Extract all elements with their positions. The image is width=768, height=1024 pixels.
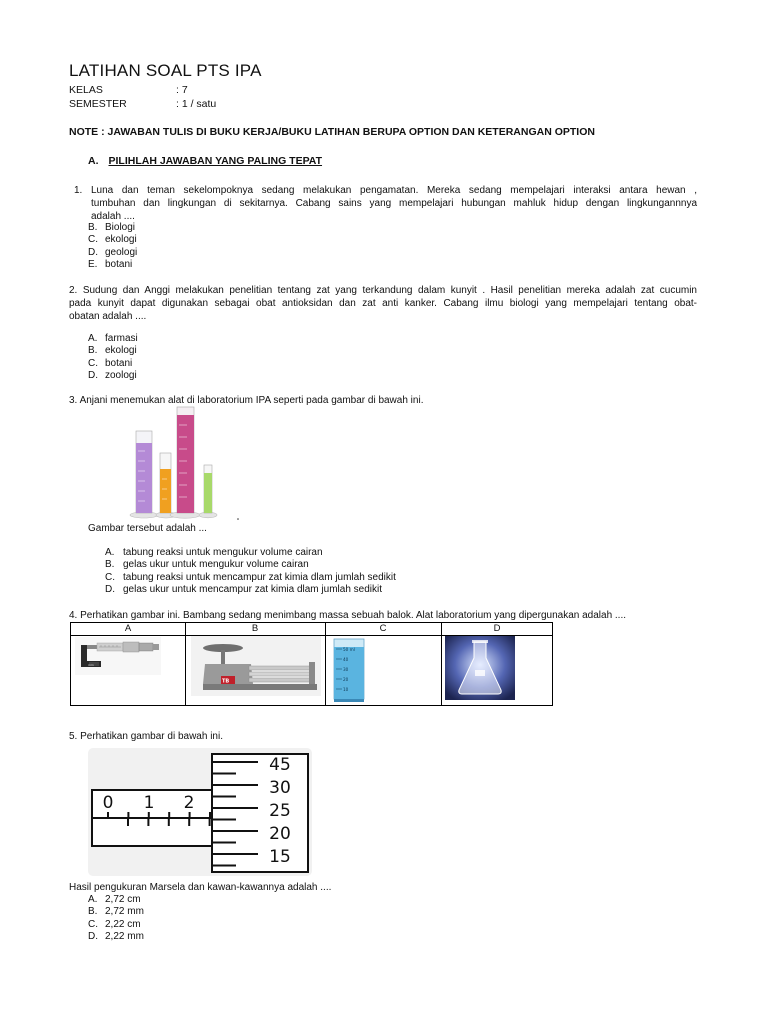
list-item: C. botani [88, 357, 133, 369]
cylinder-tick-label: 10 [343, 687, 349, 692]
q3-text: 3. Anjani menemukan alat di laboratorium IPA seperti pada gambar di bawah ini. [69, 395, 424, 406]
q1-line-3: adalah .... [91, 211, 135, 222]
semester-value: : 1 / satu [176, 98, 217, 110]
graduated-cylinder-image [333, 637, 369, 703]
list-item: D. 2,22 mm [88, 931, 144, 943]
triple-beam-balance-image [191, 636, 321, 696]
column-header-a: A [124, 623, 132, 634]
section-heading [88, 155, 322, 167]
q3-caption: Gambar tersebut adalah ... [88, 523, 207, 534]
svg-text:mm: mm [88, 663, 94, 667]
table-divider [185, 623, 186, 705]
list-item: B. ekologi [88, 345, 137, 357]
main-scale-label: 2 [183, 793, 195, 813]
semester-label: SEMESTER [69, 98, 127, 110]
q1-line-1: Luna dan teman sekelompoknya sedang melakukan pengamatan. Mereka sedang mempelajari interaksi antara hewan , [91, 185, 697, 196]
list-item: A. tabung reaksi untuk mengukur volume cairan [105, 547, 323, 558]
thimble-scale-label: 20 [269, 824, 291, 844]
q2-line-3: obatan adalah .... [69, 311, 147, 322]
list-item: B. Biologi [88, 222, 136, 233]
cylinder-tick-label: 50 ml [343, 647, 355, 652]
q2-line-2: pada kunyit dapat digunakan sebagai obat antioksidan dan zat anti kanker. Cabang ilmu biologi yang mempelajari tentang obat- [69, 298, 697, 309]
column-header-b: B [251, 623, 259, 634]
q5-text: 5. Perhatikan gambar di bawah ini. [69, 731, 223, 742]
cylinder-tick-label: 40 [343, 657, 349, 662]
micrometer-image [75, 637, 161, 675]
thimble-scale-label: 15 [269, 847, 291, 867]
list-item: A. 2,72 cm [88, 894, 141, 905]
note-text: NOTE : JAWABAN TULIS DI BUKU KERJA/BUKU LATIHAN BERUPA OPTION DAN KETERANGAN OPTION [69, 126, 595, 138]
q5-options [88, 894, 144, 944]
list-item: C. 2,22 cm [88, 918, 141, 930]
q1-line-2: tumbuhan dan lingkungan di sekitarnya. Cabang sains yang mempelajari hubungan mahluk hidup dengan lingkungannnya [91, 198, 697, 209]
main-scale-label: 0 [102, 793, 114, 813]
list-item: D. gelas ukur untuk mencampur zat kimia dlam jumlah sedikit [105, 584, 382, 596]
q2-options [88, 333, 138, 383]
main-scale-label: 1 [143, 793, 155, 813]
thimble-scale-label: 25 [269, 801, 291, 821]
column-header-d: D [493, 623, 501, 634]
document-title: LATIHAN SOAL PTS IPA [69, 61, 262, 80]
table-divider [441, 623, 442, 705]
q5-result-question: Hasil pengukuran Marsela dan kawan-kawannya adalah .... [69, 882, 332, 893]
cylinder-tick-label: 30 [343, 667, 349, 672]
q1-options [88, 222, 137, 272]
erlenmeyer-flask-image [445, 636, 515, 700]
micrometer-scale-image [88, 748, 312, 876]
list-item: C. ekologi [88, 234, 137, 246]
list-item: B. 2,72 mm [88, 906, 144, 918]
section-letter: A. [88, 155, 99, 167]
q3-options [105, 547, 396, 597]
kelas-value: : 7 [176, 84, 188, 96]
svg-text:TB: TB [222, 678, 230, 685]
kelas-label: KELAS [69, 84, 103, 96]
q4-text: 4. Perhatikan gambar ini. Bambang sedang menimbang massa sebuah balok. Alat laboratorium yang dipergunakan adalah .... [69, 610, 627, 621]
list-item: C. tabung reaksi untuk mencampur zat kimia dlam jumlah sedikit [105, 571, 396, 583]
graduated-cylinders-image [128, 405, 240, 521]
table-divider [325, 623, 326, 705]
q4-options-table [70, 622, 553, 706]
list-item: A. farmasi [88, 333, 138, 344]
list-item: D. zoologi [88, 370, 137, 382]
cylinder-tick-label: 20 [343, 677, 349, 682]
q1-number: 1. [74, 185, 83, 196]
list-item: E. botani [88, 259, 133, 271]
q2-line-1: 2. Sudung dan Anggi melakukan penelitian tentang zat yang terkandung dalam kunyit . Hasil penelitian mereka adalah zat cucumin [69, 285, 697, 296]
thimble-scale-label: 45 [269, 755, 291, 775]
column-header-c: C [379, 623, 387, 634]
section-title: PILIHLAH JAWABAN YANG PALING TEPAT [108, 155, 323, 167]
list-item: D. geologi [88, 246, 138, 258]
thimble-scale-label: 30 [269, 778, 291, 798]
list-item: B. gelas ukur untuk mengukur volume cairan [105, 559, 309, 571]
